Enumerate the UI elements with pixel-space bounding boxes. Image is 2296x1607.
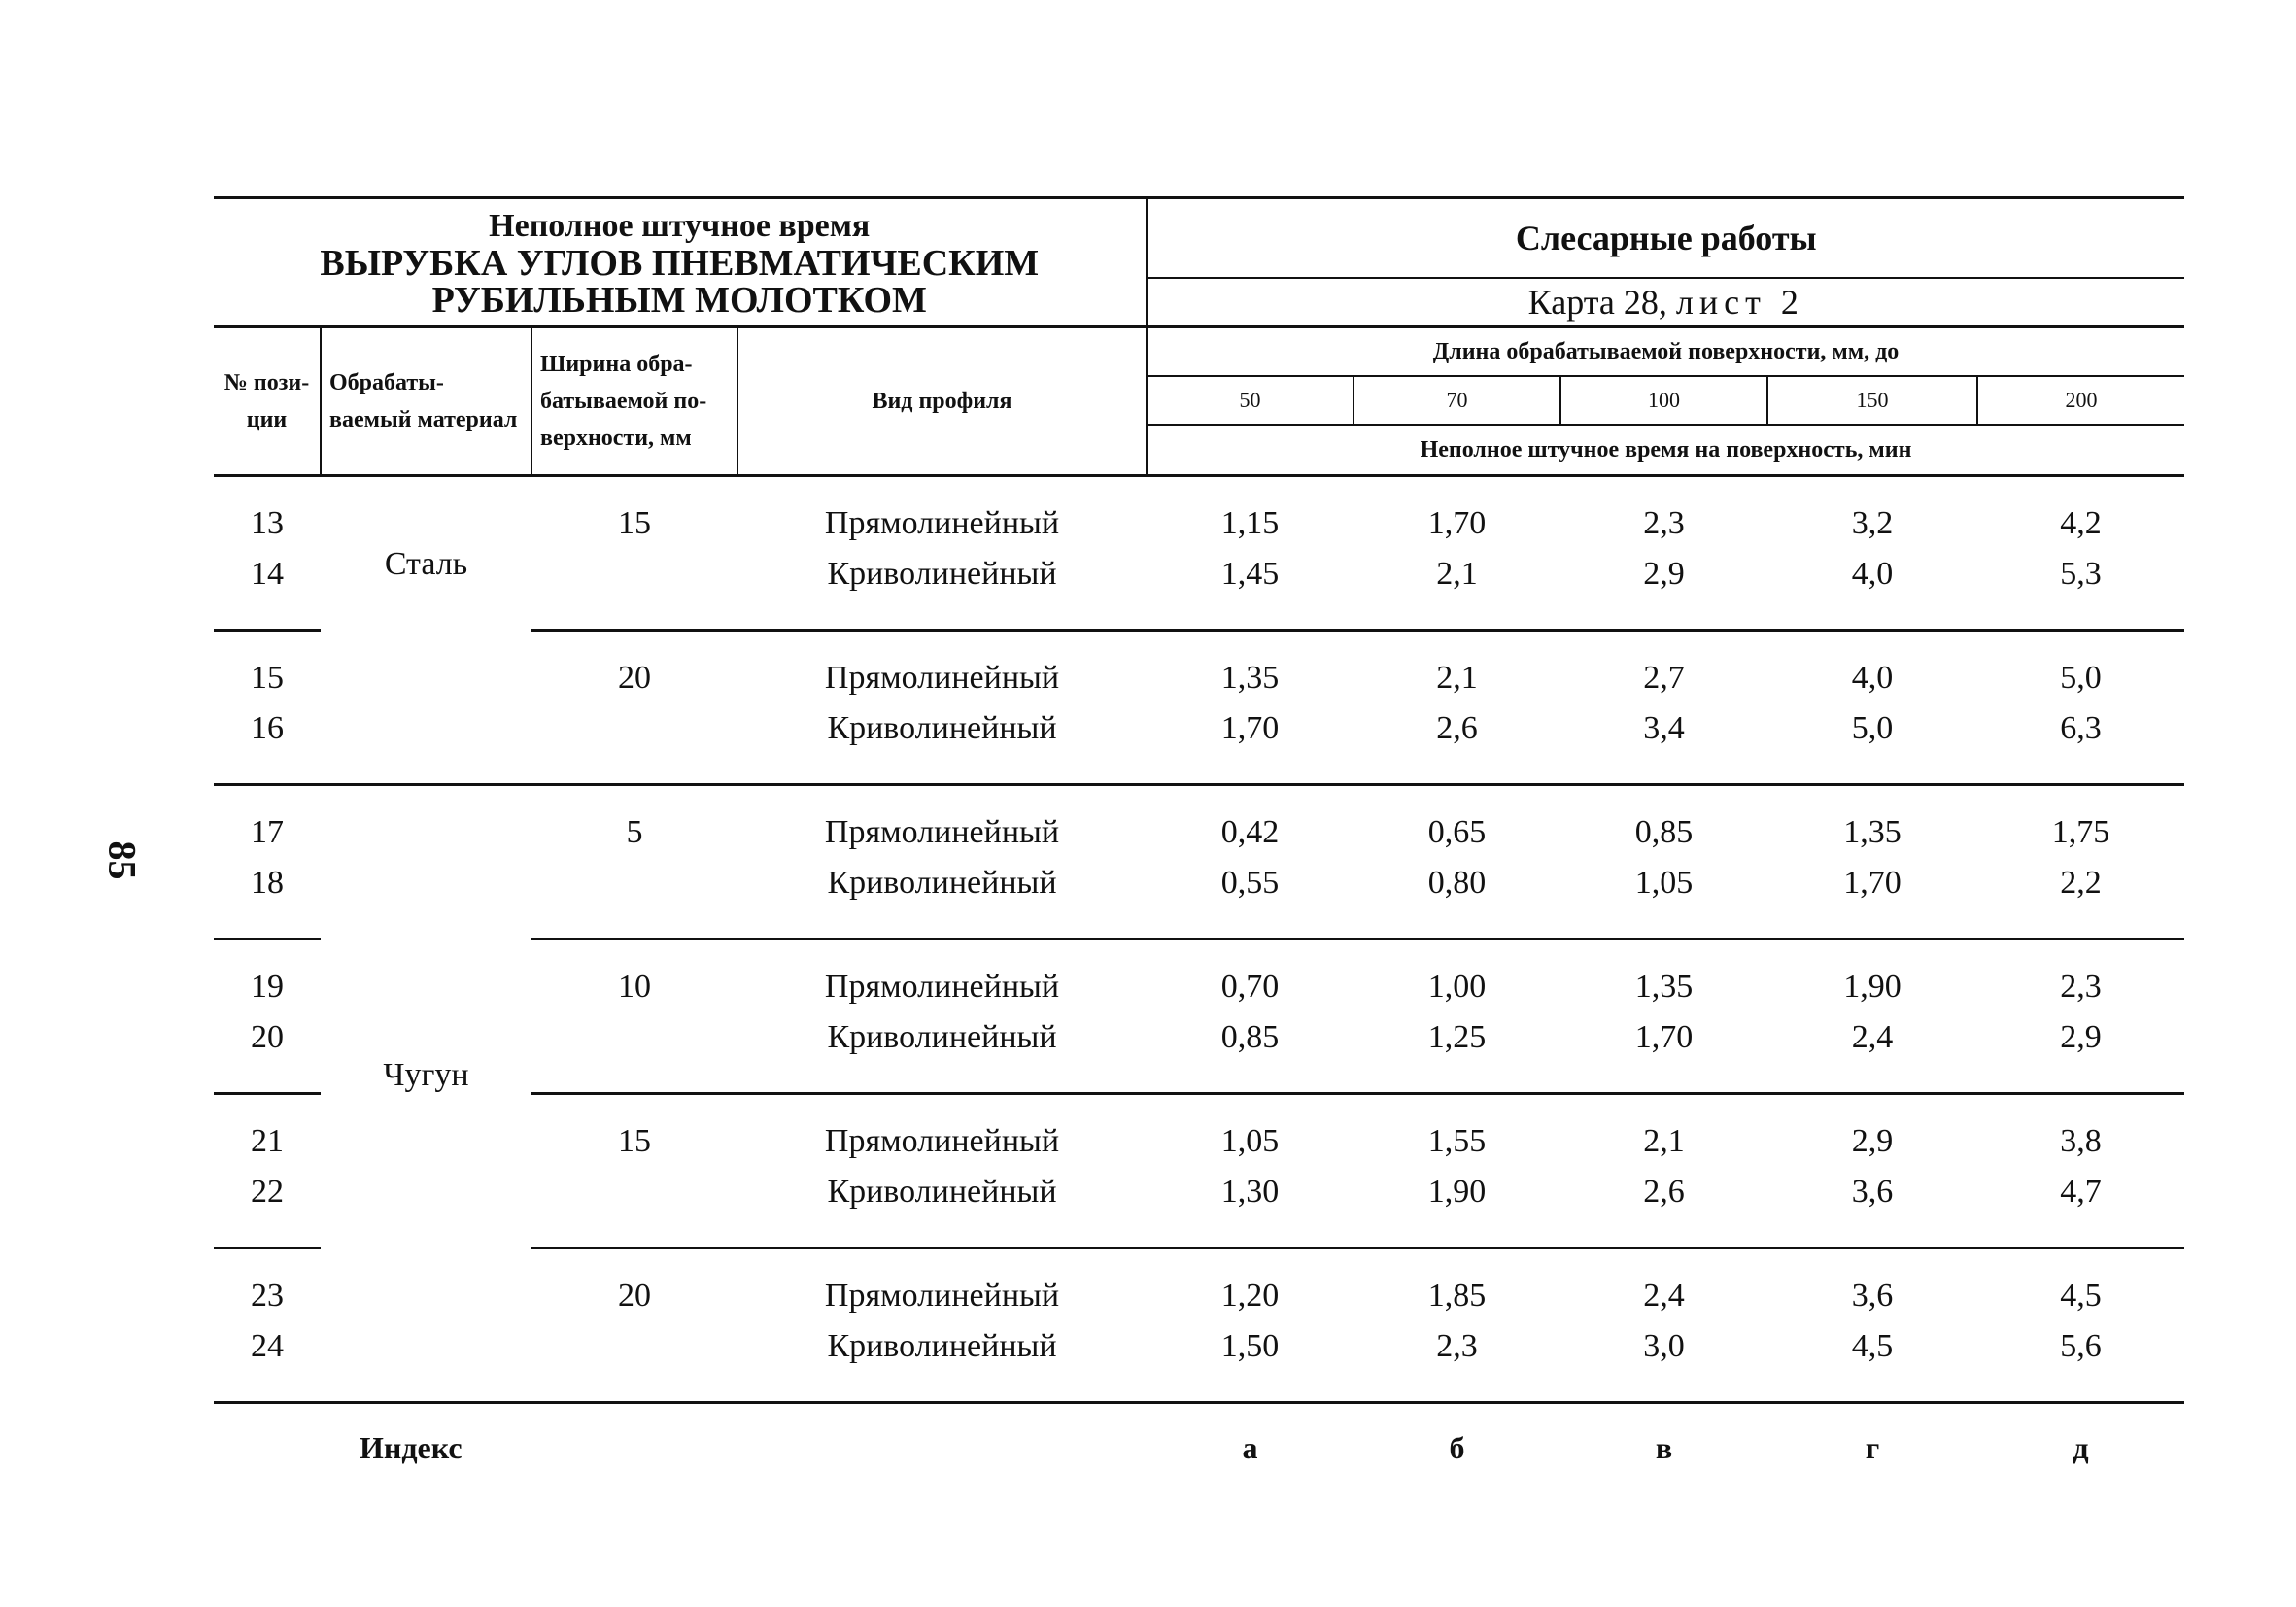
length-150: 150 (1767, 376, 1977, 425)
row-profile: Прямолинейный (824, 814, 1060, 850)
row-value: 0,70 (1220, 969, 1280, 1005)
row-value: 2,4 (1643, 1278, 1685, 1314)
row-value: 4,7 (2060, 1174, 2102, 1210)
row-value: 1,70 (1843, 865, 1902, 901)
row-number: 20 (251, 1019, 284, 1055)
row-value: 2,1 (1436, 660, 1478, 696)
row-value: 0,80 (1427, 865, 1487, 901)
index-letter: б (1449, 1429, 1465, 1465)
row-value: 1,00 (1427, 969, 1487, 1005)
row-value: 2,9 (1851, 1123, 1894, 1159)
row-profile: Криволинейный (827, 1019, 1057, 1055)
row-profile: Прямолинейный (824, 1123, 1060, 1159)
row-number: 13 (251, 505, 284, 541)
table-row (214, 1321, 2184, 1372)
row-value: 3,2 (1851, 505, 1894, 541)
row-value: 2,3 (1643, 505, 1685, 541)
row-width (531, 549, 737, 599)
row-value: 6,3 (2060, 710, 2102, 746)
row-value: 0,85 (1220, 1019, 1280, 1055)
row-value: 0,42 (1220, 814, 1280, 850)
row-number: 16 (251, 710, 284, 746)
row-value: 2,9 (1643, 556, 1685, 592)
page-number: 85 (100, 840, 145, 880)
material-steel: Сталь (384, 545, 468, 582)
card-number (1147, 278, 2184, 327)
length-100: 100 (1560, 376, 1767, 425)
row-value: 1,45 (1220, 556, 1280, 592)
row-width: 15 (618, 505, 651, 541)
row-number: 19 (251, 969, 284, 1005)
index-letter: а (1242, 1429, 1258, 1465)
table-row (214, 1167, 2184, 1217)
card-prefix: Карта 28, (1527, 283, 1667, 322)
length-200: 200 (1977, 376, 2184, 425)
row-value: 3,6 (1851, 1278, 1894, 1314)
index-row (214, 1403, 2184, 1492)
row-value: 3,0 (1643, 1328, 1685, 1364)
table-row (214, 807, 2184, 858)
row-number: 22 (251, 1174, 284, 1210)
length-70: 70 (1354, 376, 1560, 425)
length-head: Длина обрабатываемой поверхности, мм, до (1147, 327, 2184, 377)
row-value: 3,8 (2060, 1123, 2102, 1159)
row-value: 0,85 (1634, 814, 1694, 850)
col-profile-head: Вид профиля (737, 327, 1147, 476)
card-title-line-1: ВЫРУБКА УГЛОВ ПНЕВМАТИЧЕСКИМ (320, 243, 1040, 284)
row-number: 23 (251, 1278, 284, 1314)
row-value: 1,35 (1634, 969, 1694, 1005)
row-value: 1,75 (2051, 814, 2110, 850)
row-width: 15 (618, 1123, 651, 1159)
row-profile: Прямолинейный (824, 505, 1060, 541)
row-value: 2,3 (1436, 1328, 1478, 1364)
row-value: 1,20 (1220, 1278, 1280, 1314)
row-value: 1,35 (1843, 814, 1902, 850)
work-category: Слесарные работы (1147, 198, 2184, 279)
row-width (531, 1012, 737, 1063)
row-width (531, 1167, 737, 1217)
index-letter: д (2073, 1429, 2089, 1465)
row-number: 21 (251, 1123, 284, 1159)
row-value: 2,9 (2060, 1019, 2102, 1055)
material-cast-iron: Чугун (383, 1056, 469, 1093)
row-width: 20 (618, 1278, 651, 1314)
row-profile: Криволинейный (827, 556, 1057, 592)
index-letter: г (1865, 1429, 1880, 1465)
row-value: 4,2 (2060, 505, 2102, 541)
row-value: 2,6 (1643, 1174, 1685, 1210)
row-value: 2,3 (2060, 969, 2102, 1005)
row-value: 3,4 (1643, 710, 1685, 746)
row-value: 1,25 (1427, 1019, 1487, 1055)
row-width: 20 (618, 660, 651, 696)
row-value: 2,1 (1436, 556, 1478, 592)
row-value: 4,0 (1851, 660, 1894, 696)
row-value: 5,3 (2060, 556, 2102, 592)
row-width (531, 703, 737, 754)
card-subtitle: Неполное штучное время (489, 208, 871, 244)
row-value: 1,85 (1427, 1278, 1487, 1314)
row-value: 1,30 (1220, 1174, 1280, 1210)
row-value: 3,6 (1851, 1174, 1894, 1210)
row-value: 0,55 (1220, 865, 1280, 901)
row-profile: Криволинейный (827, 710, 1057, 746)
row-value: 0,65 (1427, 814, 1487, 850)
card-title-block (214, 198, 1147, 327)
row-value: 1,90 (1843, 969, 1902, 1005)
row-value: 2,2 (2060, 865, 2102, 901)
row-value: 1,70 (1427, 505, 1487, 541)
row-value: 1,90 (1427, 1174, 1487, 1210)
row-width (531, 1321, 737, 1372)
row-profile: Криволинейный (827, 865, 1057, 901)
row-value: 5,6 (2060, 1328, 2102, 1364)
col-material-head: Обрабаты- ваемый материал (321, 327, 531, 476)
row-number: 18 (251, 865, 284, 901)
row-width: 10 (618, 969, 651, 1005)
row-value: 1,70 (1634, 1019, 1694, 1055)
norm-table (214, 196, 2184, 1491)
row-value: 1,15 (1220, 505, 1280, 541)
row-value: 4,5 (2060, 1278, 2102, 1314)
row-value: 2,7 (1643, 660, 1685, 696)
table-row (214, 1271, 2184, 1321)
row-value: 2,6 (1436, 710, 1478, 746)
row-profile: Криволинейный (827, 1174, 1057, 1210)
row-profile: Прямолинейный (824, 969, 1060, 1005)
row-value: 2,4 (1851, 1019, 1894, 1055)
row-number: 24 (251, 1328, 284, 1364)
card-sheet: лист 2 (1675, 283, 1804, 322)
row-value: 5,0 (2060, 660, 2102, 696)
norm-card (214, 196, 2184, 1491)
row-value: 1,55 (1427, 1123, 1487, 1159)
length-50: 50 (1147, 376, 1354, 425)
table-row (214, 653, 2184, 703)
row-value: 1,50 (1220, 1328, 1280, 1364)
row-value: 1,35 (1220, 660, 1280, 696)
row-profile: Криволинейный (827, 1328, 1057, 1364)
row-width: 5 (626, 814, 643, 850)
card-title-line-2: РУБИЛЬНЫМ МОЛОТКОМ (431, 280, 927, 321)
time-head: Неполное штучное время на поверхность, мин (1147, 425, 2184, 476)
row-number: 15 (251, 660, 284, 696)
col-position-head: № пози- ции (214, 327, 321, 476)
row-value: 2,1 (1643, 1123, 1685, 1159)
table-row (214, 703, 2184, 754)
table-row (214, 1116, 2184, 1167)
row-profile: Прямолинейный (824, 1278, 1060, 1314)
row-value: 1,05 (1220, 1123, 1280, 1159)
table-row (214, 498, 2184, 549)
table-row (214, 858, 2184, 908)
index-letter: в (1655, 1429, 1673, 1465)
row-profile: Прямолинейный (824, 660, 1060, 696)
row-value: 4,0 (1851, 556, 1894, 592)
row-number: 14 (251, 556, 284, 592)
row-value: 4,5 (1851, 1328, 1894, 1364)
row-number: 17 (251, 814, 284, 850)
row-width (531, 858, 737, 908)
table-row (214, 962, 2184, 1012)
index-label: Индекс (360, 1429, 463, 1465)
col-width-head: Ширина обра- батываемой по- верхности, мм (531, 327, 737, 476)
row-value: 1,70 (1220, 710, 1280, 746)
row-value: 5,0 (1851, 710, 1894, 746)
row-value: 1,05 (1634, 865, 1694, 901)
